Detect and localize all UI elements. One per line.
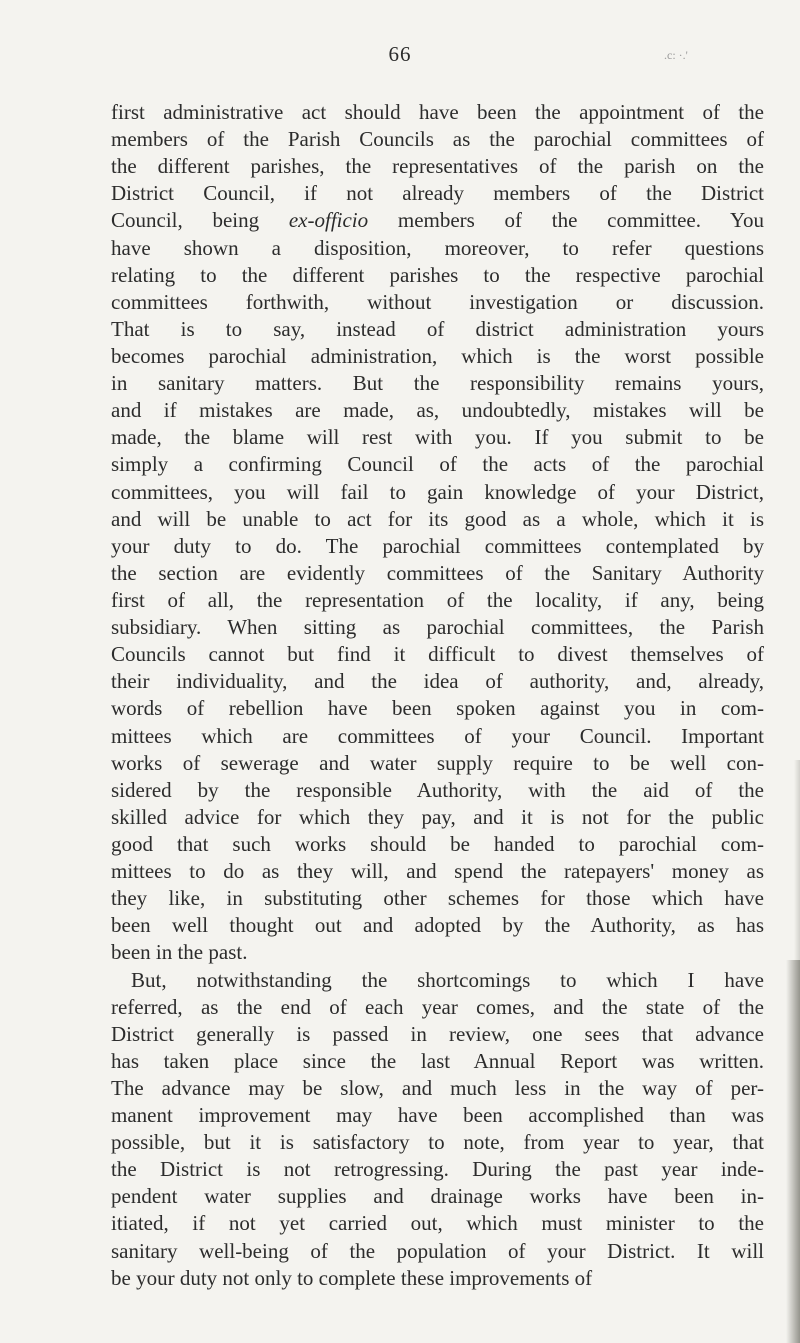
text-line: first of all, the representation of the locality, if any, being	[111, 587, 764, 612]
text-line: works of sewerage and water supply require to be well con-	[111, 750, 764, 775]
text-line: becomes parochial administration, which is the worst possible	[111, 343, 764, 368]
text-line: your duty to do. The parochial committees contemplated by	[111, 533, 764, 558]
text-line: words of rebellion have been spoken against you in com-	[111, 696, 764, 721]
text-line: manent improvement may have been accomplished than was	[111, 1103, 764, 1128]
text-line: made, the blame will rest with you. If you submit to be	[111, 425, 764, 450]
margin-marks: .c: ·.'	[664, 48, 688, 62]
italic-term: ex-officio	[288, 208, 369, 233]
page-edge-shadow	[786, 960, 800, 1343]
text-line: sidered by the responsible Authority, with the aid of the	[111, 777, 764, 802]
text-line: Council, being ex-officio members of the committee. You	[111, 208, 765, 233]
text-line: the section are evidently committees of the Sanitary Authority	[111, 560, 764, 585]
text-line: mittees which are committees of your Council. Important	[111, 723, 764, 748]
text-line: simply a confirming Council of the acts of the parochial	[111, 452, 764, 477]
text-line: sanitary well-being of the population of your District. It will	[111, 1238, 764, 1263]
text-line: District generally is passed in review, one sees that advance	[111, 1021, 764, 1046]
text-line: their individuality, and the idea of authority, and, already,	[111, 669, 764, 694]
text-line: been well thought out and adopted by the Authority, as has	[111, 913, 764, 938]
page-edge-shadow-upper	[794, 760, 800, 960]
text-line: good that such works should be handed to parochial com-	[111, 831, 764, 856]
text-line: skilled advice for which they pay, and it is not for the public	[111, 804, 764, 829]
body-text	[111, 99, 764, 1292]
text-line: has taken place since the last Annual Report was written.	[111, 1048, 764, 1073]
text-line: be your duty not only to complete these improvements of	[111, 1265, 593, 1290]
text-line: pendent water supplies and drainage works have been in-	[111, 1184, 764, 1209]
page-number: 66	[388, 42, 412, 66]
text-line: committees, you will fail to gain knowledge of your District,	[111, 479, 764, 504]
text-line: first administrative act should have been the appointment of the	[111, 100, 764, 124]
text-line: That is to say, instead of district administration yours	[111, 316, 764, 341]
text-line: members of the Parish Councils as the parochial committees of	[111, 127, 764, 152]
text-line: referred, as the end of each year comes, and the state of the	[111, 994, 764, 1019]
text-line: committees forthwith, without investigation or discussion.	[111, 289, 764, 314]
text-line: the different parishes, the representatives of the parish on the	[111, 154, 764, 179]
paragraph	[111, 967, 764, 1292]
paragraph	[111, 99, 764, 967]
text-line: But, notwithstanding the shortcomings to which I have	[131, 967, 764, 992]
text-line: have shown a disposition, moreover, to refer questions	[111, 235, 764, 260]
text-line: in sanitary matters. But the responsibility remains yours,	[111, 371, 764, 396]
text-line: Councils cannot but find it difficult to divest themselves of	[111, 642, 764, 667]
text-line: The advance may be slow, and much less in the way of per-	[111, 1075, 764, 1100]
text-line: and will be unable to act for its good as a whole, which it is	[111, 506, 764, 531]
text-line: been in the past.	[111, 940, 248, 965]
text-line: the District is not retrogressing. During the past year inde-	[111, 1157, 764, 1182]
text-line: itiated, if not yet carried out, which must minister to the	[111, 1211, 764, 1236]
text-line: and if mistakes are made, as, undoubtedly, mistakes will be	[111, 398, 764, 423]
text-line: they like, in substituting other schemes for those which have	[111, 886, 764, 911]
text-line: mittees to do as they will, and spend the ratepayers' money as	[111, 859, 764, 884]
text-line: relating to the different parishes to the respective parochial	[111, 262, 764, 287]
text-line: District Council, if not already members of the District	[111, 181, 764, 206]
text-line: possible, but it is satisfactory to note, from year to year, that	[111, 1130, 764, 1155]
text-line: subsidiary. When sitting as parochial committees, the Parish	[111, 615, 764, 640]
